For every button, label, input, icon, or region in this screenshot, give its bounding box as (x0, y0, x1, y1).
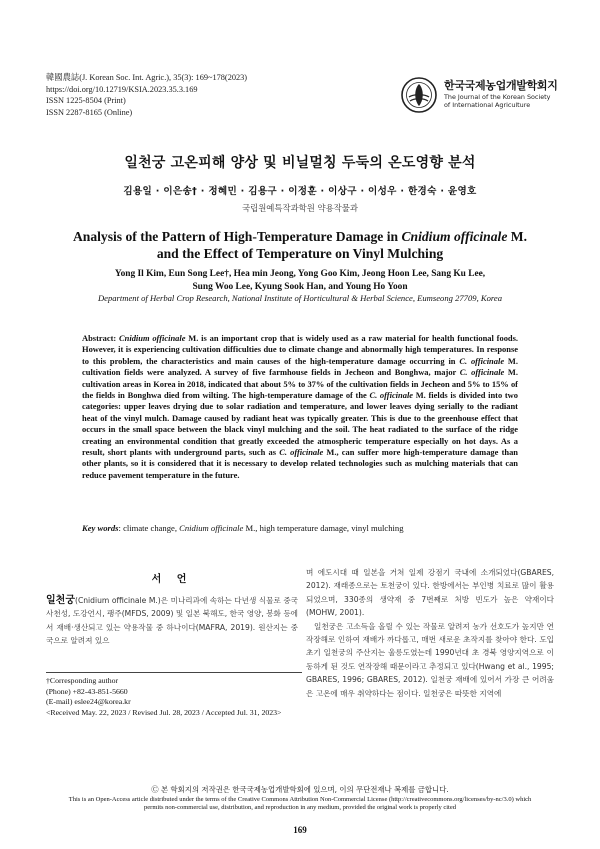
keywords-text-1: : climate change, (118, 523, 180, 533)
section-heading-intro: 서 언 (151, 574, 193, 585)
abstract-species-abbr-4: C. officinale (279, 447, 324, 458)
abstract-species: Cnidium officinale (119, 333, 186, 343)
authors-en-line1: Yong Il Kim, Eun Song Lee†, Hea min Jeong, Yong Goo Kim, Jeong Hoon Lee, Sang Ku Lee, (114, 269, 486, 279)
abstract-text-1: M. is an important crop that is widely used as a raw material for health functional foods. However, it is experiencing cultivation difficulties due to climate change and abnormally high temperatures. In response to this problem, the characteristics and main causes of the high-temperature damage occurring in (82, 333, 518, 366)
abstract (82, 333, 518, 481)
abstract-text-2: M. cultivation fields were analyzed. A survey of five farmhouse fields in Jecheon and Bonghwa, major (82, 355, 518, 378)
keywords-label: Key words (82, 523, 119, 533)
abstract-species-abbr-2: C. officinale (459, 367, 505, 378)
society-name-ko: 한국국제농업개발학회지 (444, 79, 558, 92)
affiliation-korean: 국립원예특작과학원 약용작물과 (242, 203, 358, 213)
intro-left-text: (Cnidium officinale M.)은 미나리과에 속하는 다년생 식물로 중국 사천성, 도강언시, 팽주(MFDS, 2009) 및 일본 북해도, 한국 영양, 봉화 등에서 재배·생산되고 있는 약용작물 중 하나이다(MAFRA, 2019). 원산지는 중국으로 알려져 있으 (46, 596, 298, 646)
body-left-column (46, 570, 298, 648)
doi-link[interactable]: https://doi.org/10.12719/KSIA.2023.35.3.169 (46, 84, 198, 94)
society-name-en (444, 93, 560, 109)
title-en-line2: and the Effect of Temperature on Vinyl Mulching (156, 246, 444, 261)
footnote-dates: <Received May. 22, 2023 / Revised Jul. 28, 2023 / Accepted Jul. 31, 2023> (46, 707, 282, 717)
society-name-en-line2: of International Agriculture (444, 101, 531, 109)
title-en-part2: M. (507, 229, 527, 244)
society-name-en-line1: The Journal of the Korean Society (444, 93, 551, 101)
journal-header (46, 72, 247, 118)
page-number: 169 (293, 825, 307, 835)
keywords-species: Cnidium officinale (179, 523, 244, 533)
footnote-phone: (Phone) +82-43-851-5660 (46, 686, 128, 696)
issn-online: ISSN 2287-8165 (Online) (46, 107, 133, 117)
abstract-label: Abstract: (82, 333, 120, 343)
intro-lead-word: 일천궁 (46, 595, 75, 606)
copyright-ko: Ⓒ 본 학회지의 저작권은 한국국제농업개발학회에 있으며, 이의 무단전재나 복제를 금합니다. (151, 785, 449, 794)
keywords-text-2: M., high temperature damage, vinyl mulching (243, 523, 404, 533)
authors-english (40, 268, 560, 293)
footnote-corresponding: †Corresponding author (46, 676, 119, 685)
society-emblem-icon (400, 76, 438, 114)
title-en-species: Cnidium officinale (401, 229, 508, 244)
issn-print: ISSN 1225-8504 (Print) (46, 96, 126, 105)
abstract-species-abbr-3: C. officinale (369, 390, 414, 401)
license-en (46, 796, 554, 813)
license-notice (46, 784, 554, 813)
authors-en-line2: Sung Woo Lee, Kyung Sook Han, and Young Ho Yoon (192, 281, 408, 292)
footnote (46, 672, 302, 718)
abstract-text-5: M., can suffer more high-temperature damage than other plants, so it is considered that it is necessary to develop related technologies such as mulching materials that can reduce pavement temperature in the future. (82, 447, 518, 480)
intro-paragraph-1 (46, 594, 298, 648)
body-right-column (306, 566, 554, 700)
footnote-email[interactable]: (E-mail) eslee24@korea.kr (46, 697, 131, 707)
abstract-species-abbr-1: C. officinale (459, 355, 505, 366)
authors-korean: 김용일 · 이은송† · 정혜민 · 김용구 · 이정훈 · 이상구 · 이성우 · 한경숙 · 윤영호 (123, 186, 477, 197)
license-en-line2: permits non-commercial use, distribution, and reproduction in any medium, provided the original work is properly cited (144, 804, 456, 812)
intro-paragraph-1-cont: 며 에도시대 때 일본을 거쳐 일제 강점기 국내에 소개되었다(GBARES, 2012). 재래종으로는 토천궁이 있다. 한방에서는 부인병 치료로 많이 활용되었으며, 330종의 생약재 중 7번째로 처방 빈도가 높은 약재이다(MOHW, 2001). (306, 568, 554, 618)
title-en-part1: Analysis of the Pattern of High-Temperature Damage in (72, 229, 402, 244)
title-english (40, 228, 560, 262)
intro-paragraph-2: 일천궁은 고소득을 올릴 수 있는 작물로 알려져 농가 선호도가 높지만 연작장해로 인하여 재배가 까다롭고, 매번 새로운 초작지를 찾아야 한다. 도입초기 일천궁의 주산지는 울릉도였는데 1990년대 초 경북 영양지역으로 이동하게 된 것도 연작장해 때문이라고 추정되고 있다(Hwang et al., 1995; GBARES, 1996; GBARES, 2012). 일천궁 재배에 있어서 가장 큰 어려움은 고온에 매우 취약하다는 점이다. 일천궁은 따뜻한 지역에 (306, 621, 554, 698)
society-logo (400, 74, 560, 118)
abstract-text-3: M. cultivation areas in Korea in 2018, indicated that about 5% to 37% of the cultivation fields in Jecheon and 5% to 15% of the fields in Bonghwa died from wilting. The high-temperature damage of the (82, 367, 518, 401)
title-korean: 일천궁 고온피해 양상 및 비닐멀칭 두둑의 온도영향 분석 (124, 155, 476, 171)
license-en-line1: This is an Open-Access article distributed under the terms of the Creative Commons Attribution Non-Commercial License (http://creativecommons.org/licenses/by-nc/3.0) which (68, 796, 532, 803)
journal-citation: 韓國農誌(J. Korean Soc. Int. Agric.), 35(3): 169~178(2023) (46, 73, 248, 82)
affiliation-english: Department of Herbal Crop Research, National Institute of Horticultural & Herbal Science, Eumseong 27709, Korea (97, 293, 503, 303)
keywords (82, 523, 518, 533)
abstract-text-4: M. fields is divided into two categories: upper leaves drying due to solar radiation and temperature, and lower leaves dying serially to the radiant heat of the vinyl mulch. Damage caused by radiant heat was typically greater. This is due to the greenhouse effect that occurs in the small space between the black vinyl mulching and the soil. The heat radiated to the surface of the ridge creating an environmental condition that greatly exceeded the atmospheric temperature especially on hot days. As a result, short plants with underground parts, such as (82, 390, 518, 458)
